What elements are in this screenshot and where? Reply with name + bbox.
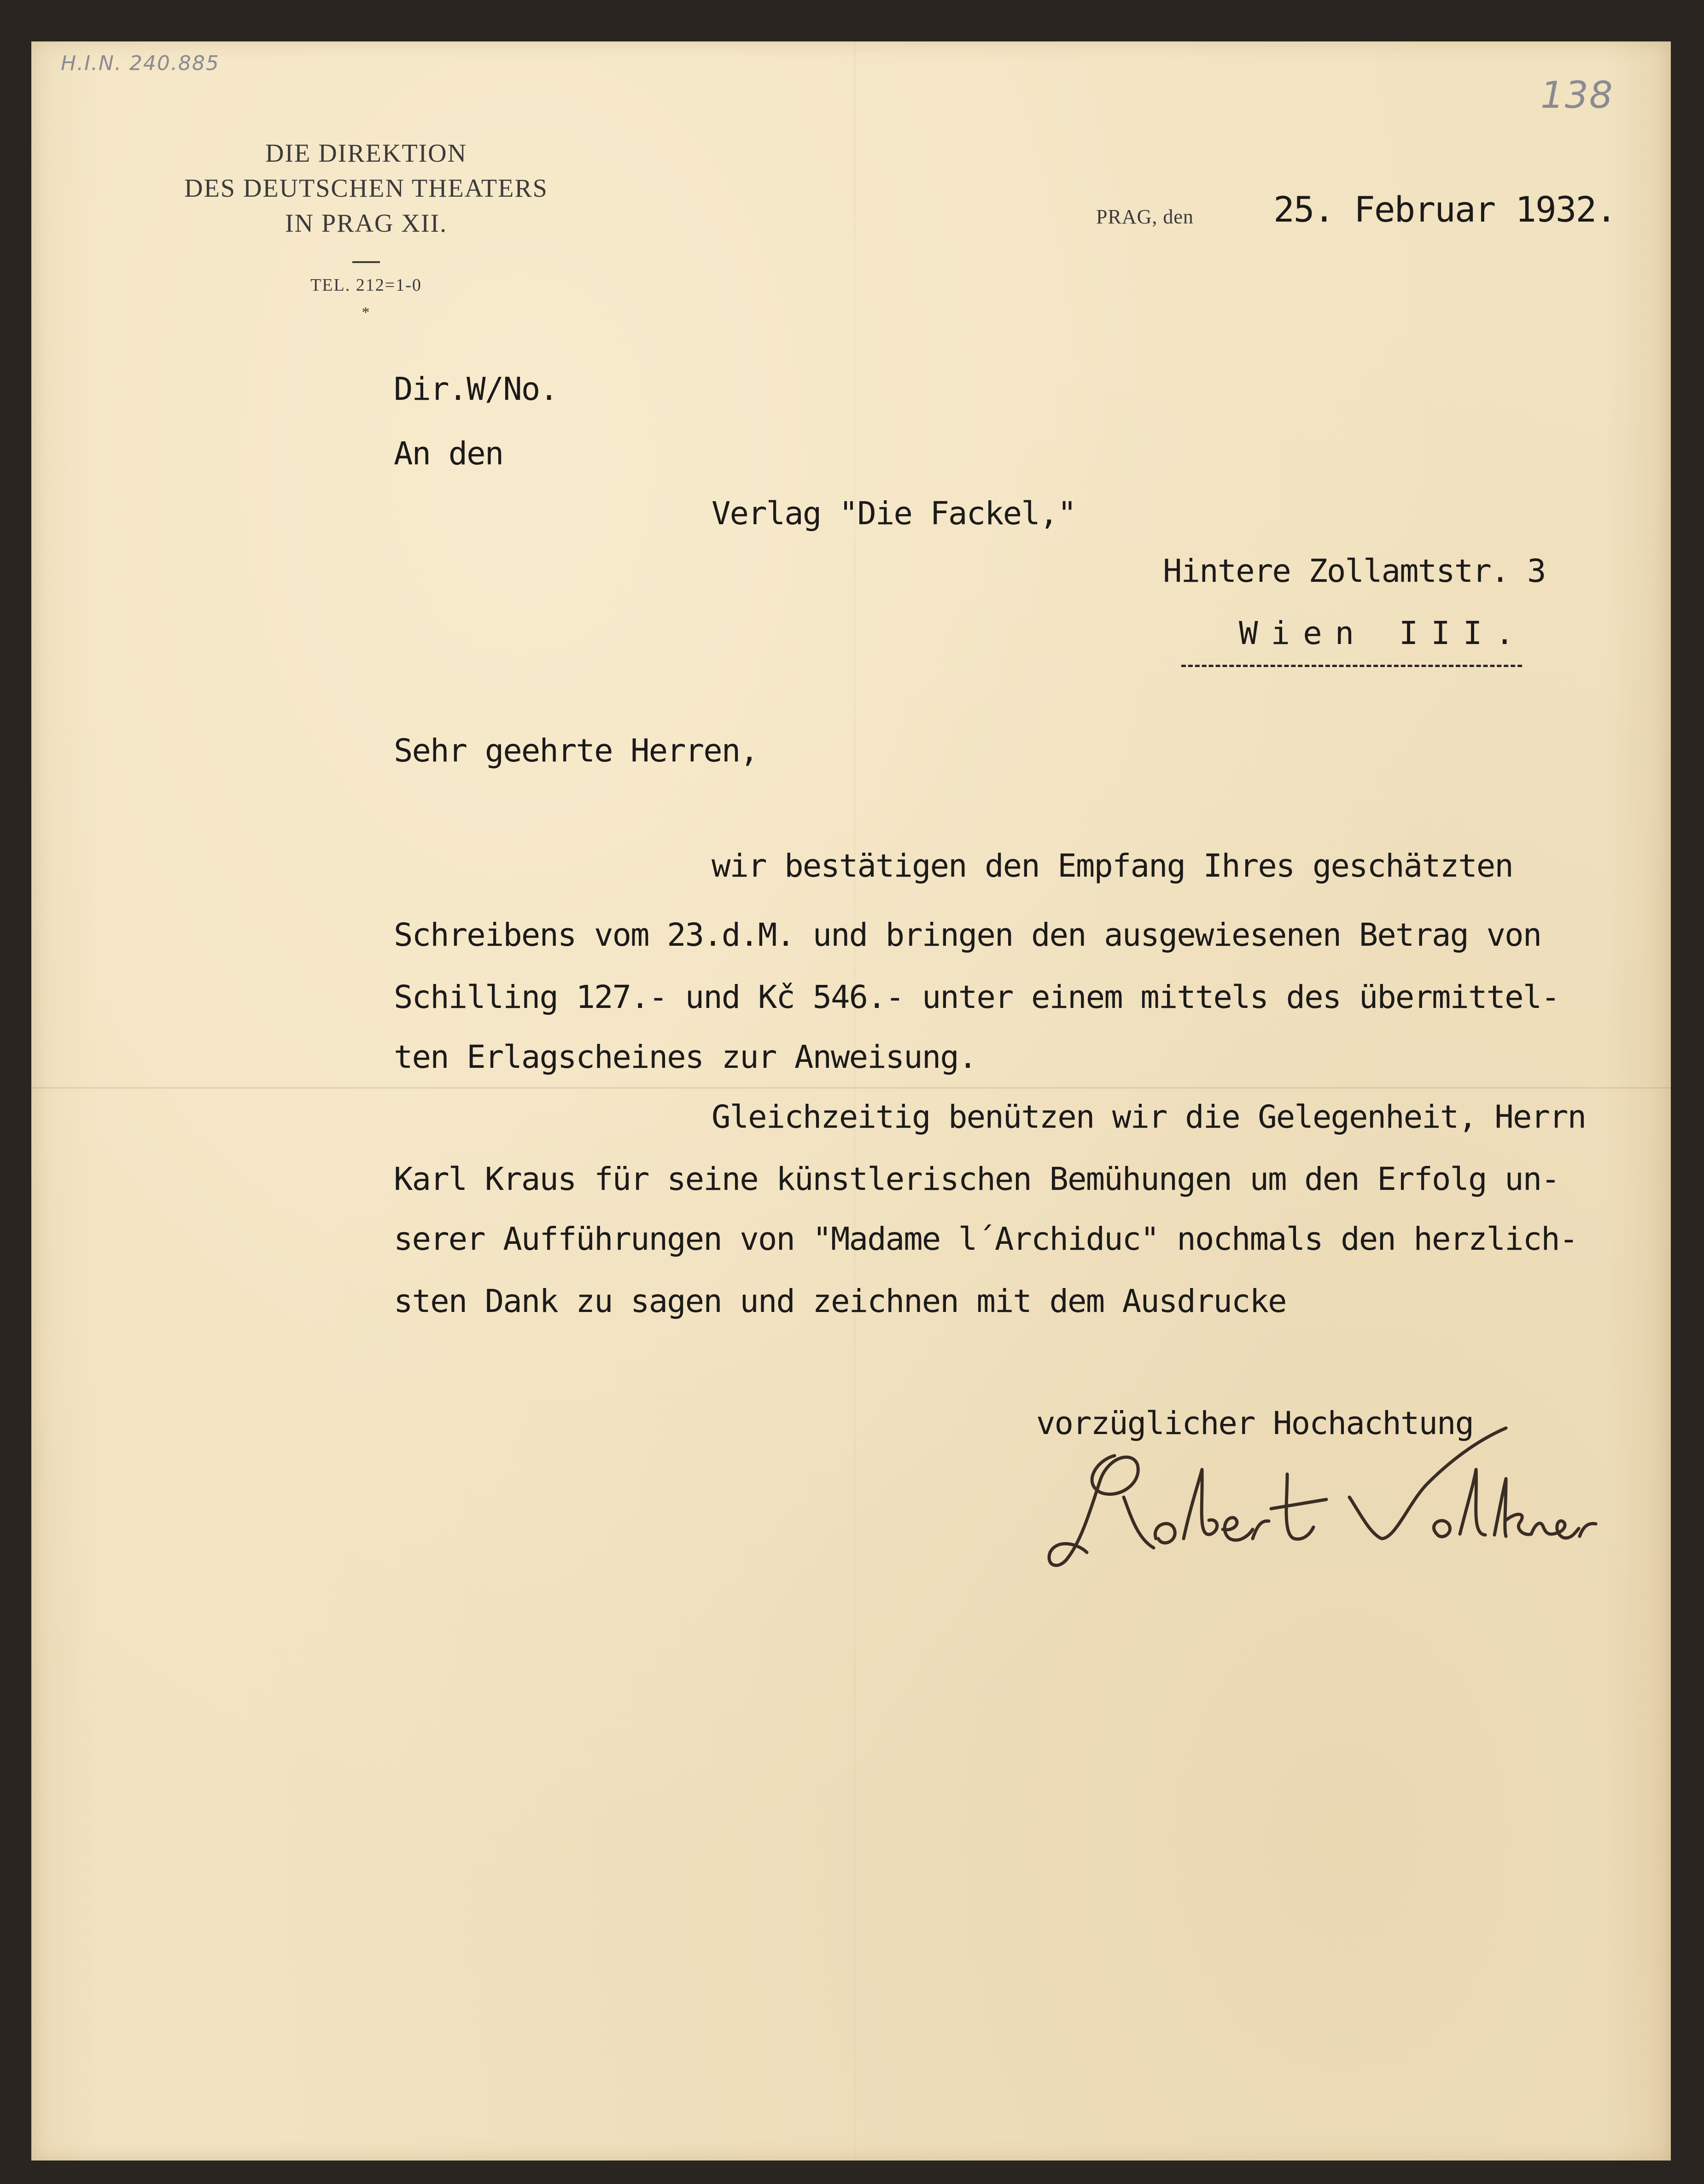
recipient-city-underline	[1181, 665, 1522, 667]
dateline-place-label: PRAG, den	[1096, 205, 1194, 228]
body-line: ten Erlagscheines zur Anweisung.	[394, 1039, 977, 1076]
letterhead-telephone: TEL. 212=1-0	[310, 275, 422, 295]
body-line: wir bestätigen den Empfang Ihres geschätzten	[712, 848, 1513, 884]
archive-inventory-number: H.I.N. 240.885	[61, 52, 220, 75]
recipient-street: Hintere Zollamtstr. 3	[1163, 553, 1546, 590]
recipient-prefix: An den	[394, 435, 503, 472]
body-line: serer Aufführungen von "Madame l´Archiduc" nochmals den herzlich-	[394, 1221, 1578, 1258]
recipient-city: Wien III.	[1239, 615, 1527, 652]
handwritten-signature	[1032, 1400, 1649, 1617]
letter-date: 25. Februar 1932.	[1273, 189, 1616, 230]
body-line: Schilling 127.- und Kč 546.- unter einem mittels des übermittel-	[394, 979, 1559, 1016]
body-line: Karl Kraus für seine künstlerischen Bemühungen um den Erfolg un-	[394, 1161, 1559, 1198]
body-line: sten Dank zu sagen und zeichnen mit dem Ausdrucke	[394, 1283, 1286, 1320]
body-line: Gleichzeitig benützen wir die Gelegenheit, Herrn	[712, 1099, 1586, 1136]
recipient-name: Verlag "Die Fackel,"	[712, 495, 1076, 532]
salutation: Sehr geehrte Herren,	[394, 732, 758, 769]
body-line: Schreibens vom 23.d.M. und bringen den ausgewiesenen Betrag von	[394, 917, 1541, 954]
reference-code: Dir.W/No.	[394, 371, 558, 408]
letterhead-line-2: DES DEUTSCHEN THEATERS	[184, 174, 548, 203]
letterhead-ornament: *	[362, 304, 371, 321]
letterhead	[124, 136, 608, 327]
folio-number: 138	[1541, 74, 1614, 117]
paper-fold-horizontal	[31, 1087, 1671, 1089]
closing-phrase: vorzüglicher Hochachtung	[1036, 1405, 1473, 1442]
letterhead-line-1: DIE DIREKTION	[265, 139, 467, 168]
letterhead-line-3: IN PRAG XII.	[285, 209, 448, 238]
letterhead-divider	[352, 261, 380, 263]
